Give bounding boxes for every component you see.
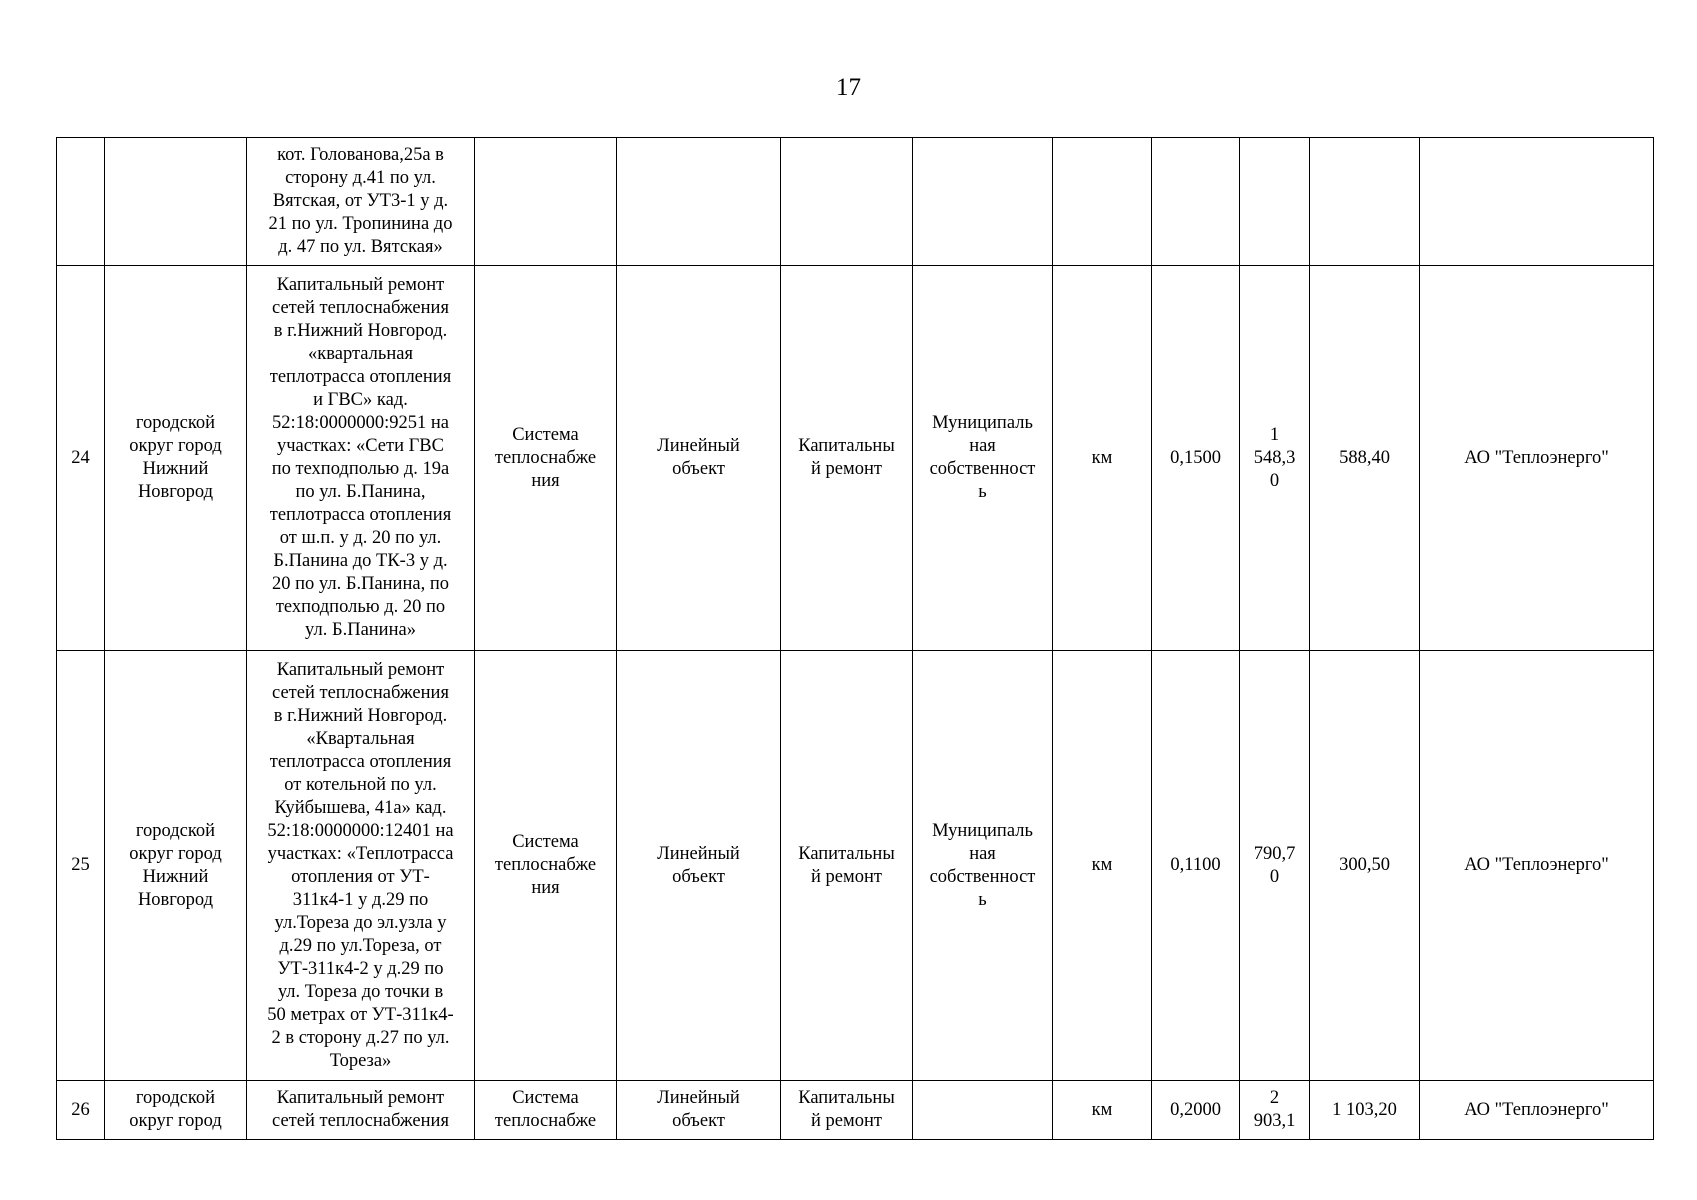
cell-work-type: Капитальны й ремонт — [781, 266, 913, 651]
cell-length: 0,1100 — [1152, 651, 1240, 1081]
cell-number: 26 — [57, 1081, 105, 1140]
cell-territory: городской округ город Нижний Новгород — [105, 266, 247, 651]
cell-cost-part: 1 103,20 — [1310, 1081, 1420, 1140]
cell-description: Капитальный ремонт сетей теплоснабжения в г.Нижний Новгород. «квартальная теплотрасса отопления и ГВС» кад. 52:18:0000000:9251 на участках: «Сети ГВС по техподполью д. 19а по ул. Б.Панина, теплотрасса отопления от ш.п. у д. 20 по ул. Б.Панина до ТК-3 у д. 20 по ул. Б.Панина, по техподполью д. 20 по ул. Б.Панина» — [247, 266, 475, 651]
cell-work-type: Капитальны й ремонт — [781, 651, 913, 1081]
cell-length: 0,2000 — [1152, 1081, 1240, 1140]
cell-length: 0,1500 — [1152, 266, 1240, 651]
cell-object-type: Линейный объект — [617, 651, 781, 1081]
cell-system: Система теплоснабже ния — [475, 266, 617, 651]
cell-ownership — [913, 1081, 1053, 1140]
cell-description: Капитальный ремонт сетей теплоснабжения в г.Нижний Новгород. «Квартальная теплотрасса отопления от котельной по ул. Куйбышева, 41а» кад. 52:18:0000000:12401 на участках: «Теплотрасса отопления от УТ- 311к4-1 у д.29 по ул.Тореза до эл.узла у д.29 по ул.Тореза, от УТ-311к4-2 у д.29 по ул. Тореза до точки в 50 метрах от УТ-311к4- 2 в сторону д.27 по ул. Тореза» — [247, 651, 475, 1081]
cell-territory — [105, 138, 247, 266]
cell-description: Капитальный ремонт сетей теплоснабжения — [247, 1081, 475, 1140]
table-row — [57, 1081, 1654, 1140]
cell-system: Система теплоснабже ния — [475, 651, 617, 1081]
cell-cost-total: 2 903,1 — [1240, 1081, 1310, 1140]
cell-cost-part: 300,50 — [1310, 651, 1420, 1081]
cell-length — [1152, 138, 1240, 266]
cell-unit: км — [1053, 266, 1152, 651]
registry-table — [56, 137, 1654, 1140]
cell-object-type: Линейный объект — [617, 266, 781, 651]
cell-cost-total — [1240, 138, 1310, 266]
cell-cost-part — [1310, 138, 1420, 266]
cell-system: Система теплоснабже — [475, 1081, 617, 1140]
page-number: 17 — [836, 74, 861, 101]
cell-organization: АО "Теплоэнерго" — [1420, 1081, 1654, 1140]
table-row — [57, 138, 1654, 266]
cell-ownership: Муниципаль ная собственност ь — [913, 651, 1053, 1081]
cell-number: 24 — [57, 266, 105, 651]
cell-number: 25 — [57, 651, 105, 1081]
cell-cost-total: 1 548,3 0 — [1240, 266, 1310, 651]
cell-work-type — [781, 138, 913, 266]
cell-organization: АО "Теплоэнерго" — [1420, 266, 1654, 651]
cell-organization: АО "Теплоэнерго" — [1420, 651, 1654, 1081]
cell-object-type — [617, 138, 781, 266]
cell-system — [475, 138, 617, 266]
cell-unit — [1053, 138, 1152, 266]
cell-number — [57, 138, 105, 266]
cell-ownership — [913, 138, 1053, 266]
cell-object-type: Линейный объект — [617, 1081, 781, 1140]
cell-organization — [1420, 138, 1654, 266]
cell-cost-part: 588,40 — [1310, 266, 1420, 651]
cell-territory: городской округ город — [105, 1081, 247, 1140]
cell-description: кот. Голованова,25а в сторону д.41 по ул. Вятская, от УТ3-1 у д. 21 по ул. Тропинина до д. 47 по ул. Вятская» — [247, 138, 475, 266]
table-row — [57, 266, 1654, 651]
cell-work-type: Капитальны й ремонт — [781, 1081, 913, 1140]
cell-territory: городской округ город Нижний Новгород — [105, 651, 247, 1081]
table-row — [57, 651, 1654, 1081]
cell-unit: км — [1053, 651, 1152, 1081]
cell-cost-total: 790,7 0 — [1240, 651, 1310, 1081]
cell-ownership: Муниципаль ная собственност ь — [913, 266, 1053, 651]
cell-unit: км — [1053, 1081, 1152, 1140]
